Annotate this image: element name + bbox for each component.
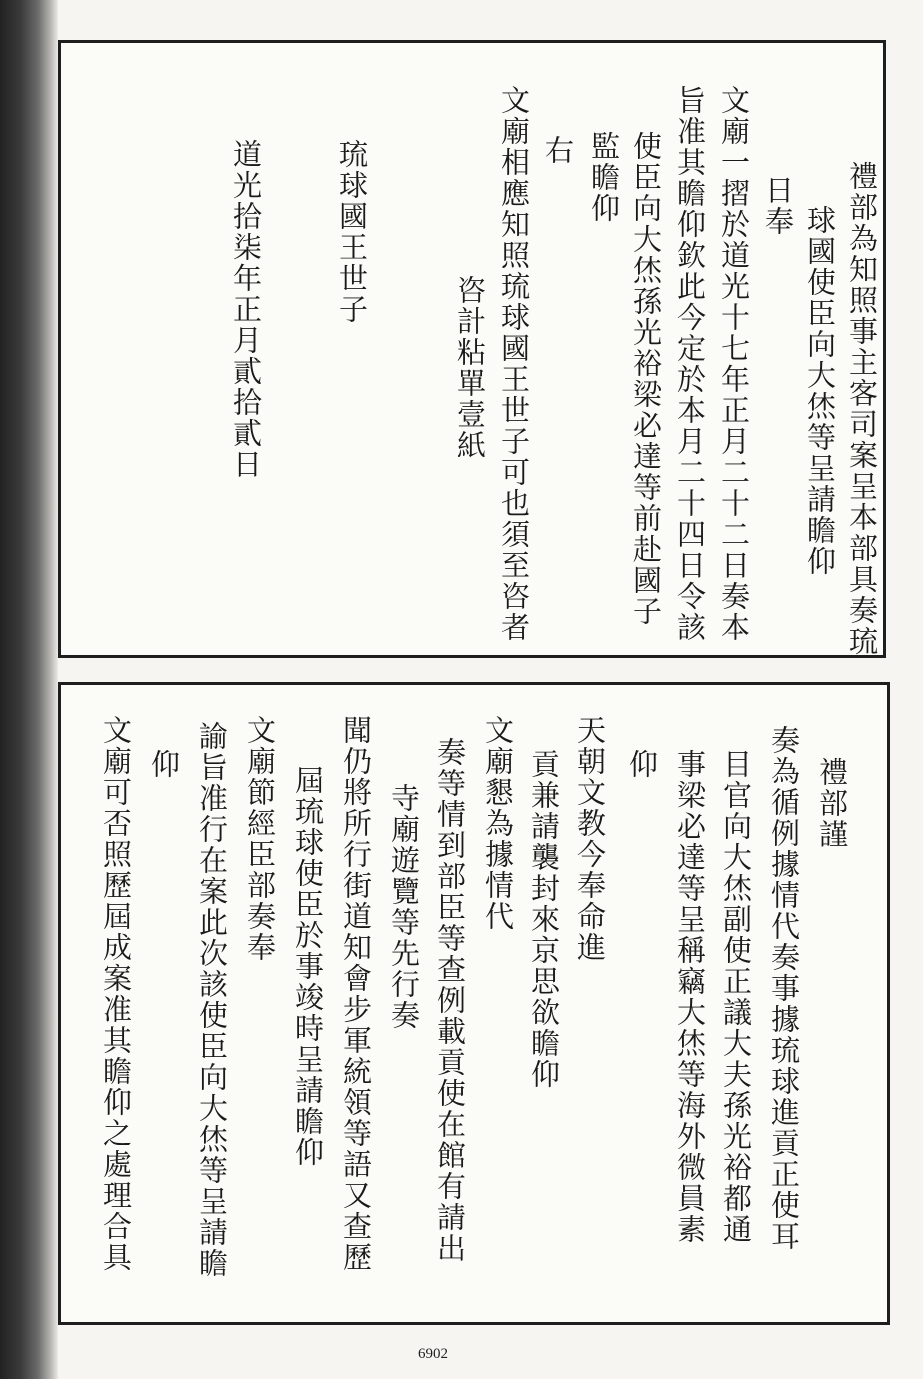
top-text-column: 禮部為知照事主客司案呈本部具奏琉 bbox=[845, 161, 879, 657]
bottom-text-column: 奏等情到部臣等查例載貢使在館有請出 bbox=[433, 737, 467, 1264]
bottom-text-column: 屆琉球使臣於事竣時呈請瞻仰 bbox=[291, 765, 325, 1168]
bottom-text-column: 文廟懇為據情代 bbox=[481, 715, 515, 932]
bottom-text-column: 諭旨准行在案此次該使臣向大烋等呈請瞻 bbox=[195, 721, 229, 1279]
top-text-column: 文廟一摺於道光十七年正月二十二日奏本 bbox=[717, 85, 751, 643]
bottom-text-column: 奏為循例據情代奏事據琉球進貢正使耳 bbox=[767, 725, 801, 1252]
document-panel-bottom bbox=[58, 682, 890, 1325]
bottom-text-column: 目官向大烋副使正議大夫孫光裕都通 bbox=[719, 749, 753, 1245]
bottom-text-column: 天朝文教今奉命進 bbox=[573, 715, 607, 963]
bottom-text-column: 事梁必達等呈稱竊大烋等海外微員素 bbox=[673, 749, 707, 1245]
bottom-text-column: 貢兼請襲封來京思欲瞻仰 bbox=[527, 749, 561, 1090]
top-text-column: 道光拾柒年正月貳拾貳日 bbox=[229, 139, 263, 480]
bottom-text-column: 仰 bbox=[147, 749, 181, 780]
book-spine-shadow bbox=[0, 0, 58, 1379]
top-text-column: 琉球國王世子 bbox=[335, 139, 369, 325]
scanned-page bbox=[58, 0, 923, 1379]
bottom-text-column: 禮部謹 bbox=[815, 757, 849, 850]
top-text-column: 文廟相應知照琉球國王世子可也須至咨者 bbox=[497, 85, 531, 643]
top-text-column: 監瞻仰 bbox=[587, 131, 621, 224]
top-text-column: 咨計粘單壹紙 bbox=[453, 275, 487, 461]
bottom-text-column: 聞仍將所行街道知會步軍統領等語又查歷 bbox=[339, 715, 373, 1273]
bottom-text-column: 寺廟遊覽等先行奏 bbox=[387, 783, 421, 1031]
page-number: 6902 bbox=[418, 1346, 448, 1362]
top-text-column: 日奉 bbox=[761, 175, 795, 237]
bottom-text-column: 文廟節經臣部奏奉 bbox=[243, 715, 277, 963]
bottom-text-column: 仰 bbox=[625, 749, 659, 780]
top-text-column: 旨准其瞻仰欽此今定於本月二十四日令該 bbox=[673, 85, 707, 643]
bottom-text-column: 文廟可否照歷屆成案准其瞻仰之處理合具 bbox=[99, 715, 133, 1273]
top-text-column: 右 bbox=[541, 135, 575, 166]
top-text-column: 使臣向大烋孫光裕梁必達等前赴國子 bbox=[629, 131, 663, 627]
document-panel-top bbox=[58, 40, 886, 658]
top-text-column: 球國使臣向大烋等呈請瞻仰 bbox=[803, 205, 837, 577]
